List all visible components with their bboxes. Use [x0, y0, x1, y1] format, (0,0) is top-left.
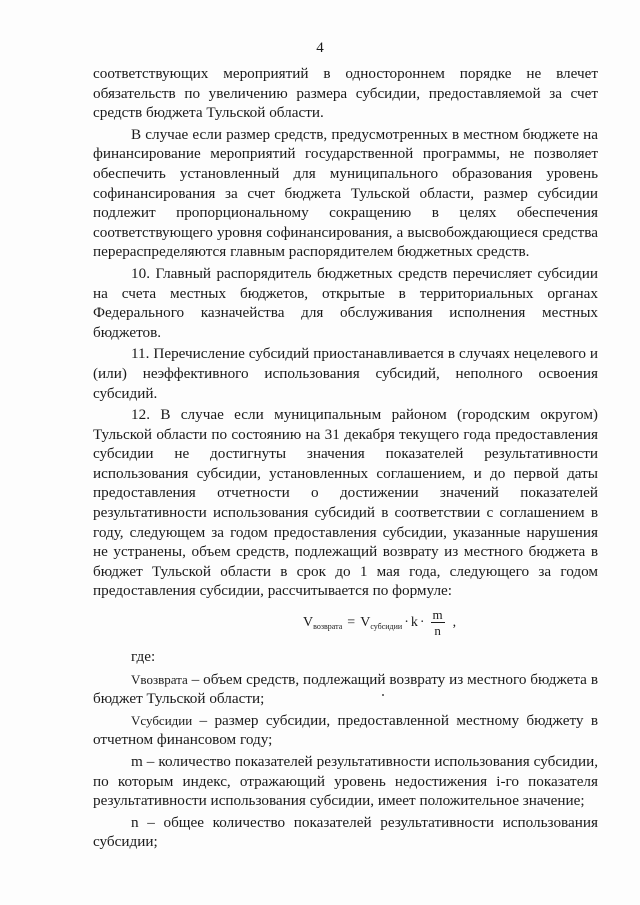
definition-m-symbol: m: [131, 753, 143, 770]
formula-fraction: [431, 607, 445, 638]
definition-n-text: – общее количество показателей результативности использования субсидии;: [93, 813, 598, 851]
document-body: [93, 64, 598, 852]
definition-v-subsidy-symbol: Vсубсидии: [131, 712, 193, 728]
scan-speck: [382, 694, 384, 696]
formula-mult-1: ·: [404, 614, 409, 630]
paragraph-intro: соответствующих мероприятий в одностороннем порядке не влечет обязательств по увеличению размера субсидии, предоставляемой за счет средств бюджета Тульской области.: [93, 65, 598, 122]
paragraph-12: 12. В случае если муниципальным районом (городским округом) Тульской области по состоянию на 31 декабря текущего года предоставления субсидии не достигнуты значения показателей результативности использования субсидии, установленных соглашением, и до первой даты предоставления отчетности о достижении значений показателей результативности использования субсидий в соответствии с соглашением в году, следующем за годом предоставления субсидии, указанные нарушения не устранены, объем средств, подлежащий возврату из местного бюджета в бюджет Тульской области в срок до 1 мая года, следующего за годом предоставления субсидии, рассчитывается по формуле:: [93, 406, 598, 600]
definition-m-text: – количество показателей результативности использования субсидии, по которым индекс, отражающий уровень недостижения i-го показателя результативности использования субсидии, имеет положительное значение;: [93, 753, 598, 810]
definition-v-subsidy-text: – размер субсидии, предоставленной местному бюджету в отчетном финансовом году;: [93, 711, 598, 749]
definition-m: [93, 752, 598, 811]
page-number: 4: [316, 40, 324, 56]
definition-v-return-symbol: Vвозврата: [131, 671, 188, 687]
formula-lhs-subscript: возврата: [313, 621, 343, 631]
definition-v-subsidy: [93, 711, 598, 750]
formula-rhs-subscript: субсидии: [370, 621, 403, 631]
formula-k: k: [410, 614, 418, 630]
formula-numerator: m: [432, 607, 443, 623]
formula-lhs: V: [303, 614, 314, 630]
formula-mult-2: ·: [419, 614, 425, 630]
formula-trailing-comma: ,: [452, 614, 457, 630]
paragraph-11: 11. Перечисление субсидий приостанавливается в случаях нецелевого и (или) неэффективного использования субсидий, неполного освоения субсидий.: [93, 345, 598, 402]
definition-v-return: [93, 670, 598, 709]
paragraph-10: 10. Главный распорядитель бюджетных средств перечисляет субсидии на счета местных бюджетов, открытые в территориальных органах Федерального казначейства для обслуживания исполнения местных бюджетов.: [93, 264, 598, 341]
definition-n-symbol: n: [131, 813, 139, 831]
formula-equals: =: [347, 614, 356, 630]
formula-denominator: n: [434, 623, 441, 639]
return-formula: [93, 603, 598, 647]
formula-rhs-v: V: [360, 614, 371, 630]
formula-expression: [303, 607, 456, 638]
paragraph-cofinancing: В случае если размер средств, предусмотренных в местном бюджете на финансирование мероприятий государственной программы, не позволяет обеспечить установленный для муниципального образования уровень софинансирования за счет бюджета Тульской области, размер субсидии подлежит пропорциональному сокращению в целях обеспечения соответствующего уровня софинансирования, а высвобождающиеся средства перераспределяются главным распорядителем бюджетных средств.: [93, 125, 598, 261]
definition-v-return-text: – объем средств, подлежащий возврату из местного бюджета в бюджет Тульской области;: [93, 670, 598, 708]
definition-n: [93, 813, 598, 852]
where-label: где:: [131, 648, 156, 666]
